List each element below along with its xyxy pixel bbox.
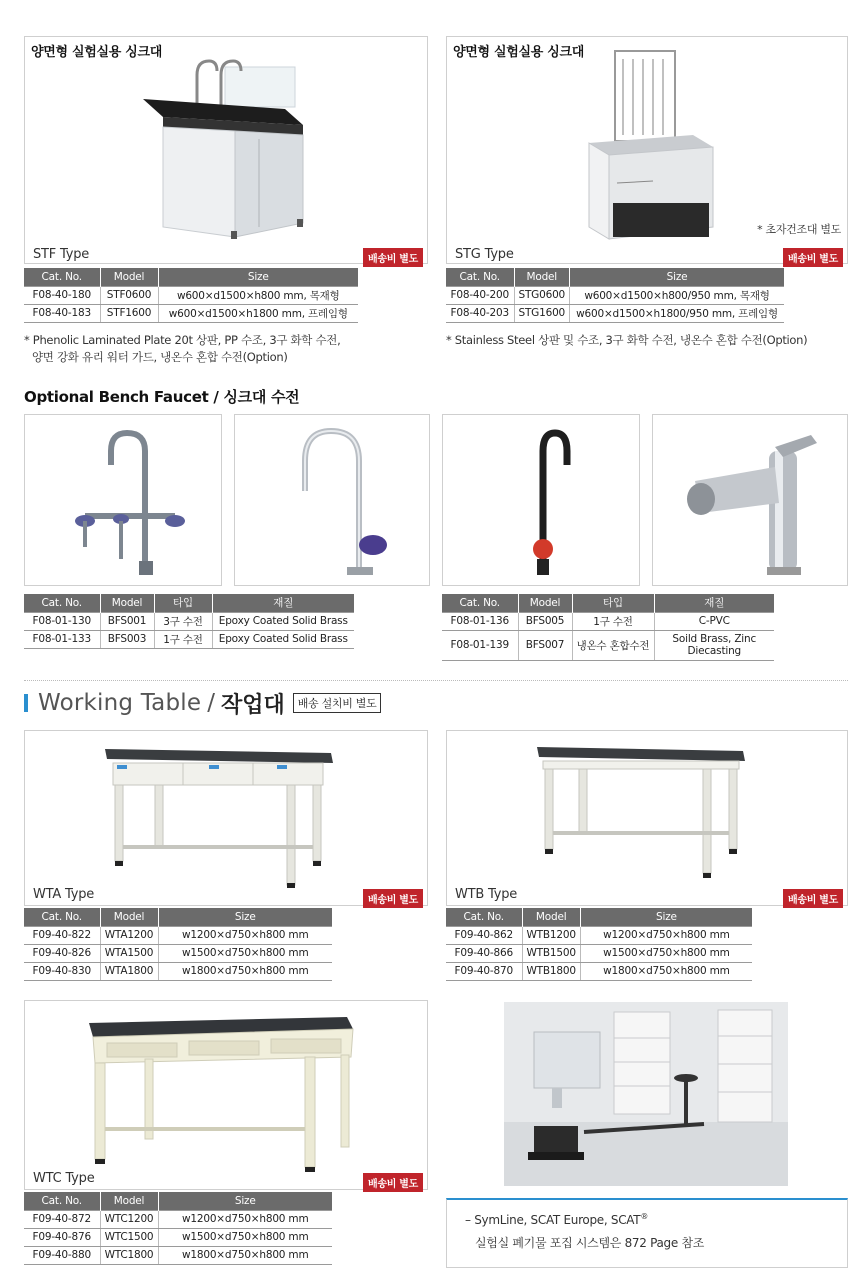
size-cell: w600×d1500×h800 mm, 목재형 <box>158 286 358 304</box>
wtb-product-panel <box>446 730 848 906</box>
size-cell: w1500×d750×h800 mm <box>580 944 752 962</box>
material-cell <box>654 630 774 660</box>
stf-spec-table <box>24 268 358 323</box>
working-table-title <box>24 688 381 718</box>
working-table-title-sep: / <box>207 690 215 716</box>
stf-panel-title: 양면형 실험실용 싱크대 <box>31 45 163 60</box>
header-material: 재질 <box>212 594 354 612</box>
stf-product-panel <box>24 36 428 264</box>
cat-no-cell: F08-01-136 <box>442 612 518 630</box>
stf-sink-image <box>135 47 335 247</box>
working-table-title-en: Working Table <box>38 690 202 716</box>
model-cell: STG1600 <box>514 304 570 322</box>
material-line2: Diecasting <box>687 645 741 657</box>
wtb-table-image <box>533 741 763 881</box>
cat-no-cell: F08-01-139 <box>442 630 518 660</box>
wta-spec-table <box>24 908 332 981</box>
header-size: Size <box>158 268 358 286</box>
reference-line1 <box>465 1212 648 1227</box>
stf-shipping-badge: 배송비 별도 <box>363 248 423 267</box>
wtc-shipping-badge: 배송비 별도 <box>363 1173 423 1192</box>
table-row <box>446 944 752 962</box>
model-cell: WTA1800 <box>100 962 158 980</box>
table-row <box>24 1228 332 1246</box>
stg-image-note: * 초자건조대 별도 <box>757 223 841 236</box>
header-model: Model <box>100 594 154 612</box>
header-type: 타입 <box>572 594 654 612</box>
stf-note-line2: 양면 강화 유리 워터 가드, 냉온수 혼합 수전(Option) <box>32 350 288 364</box>
table-row <box>442 612 774 630</box>
header-cat-no: Cat. No. <box>24 594 100 612</box>
wta-shipping-badge: 배송비 별도 <box>363 889 423 908</box>
stg-note: * Stainless Steel 상판 및 수조, 3구 화학 수전, 냉온수 혼합 수전(Option) <box>446 333 808 347</box>
table-row <box>442 630 774 660</box>
header-model: Model <box>100 908 158 926</box>
type-cell: 3구 수전 <box>154 612 212 630</box>
model-cell: STF1600 <box>100 304 158 322</box>
size-cell: w1200×d750×h800 mm <box>158 1210 332 1228</box>
material-line1: Soild Brass, Zinc <box>672 633 757 645</box>
stf-type-label: STF Type <box>33 247 90 262</box>
header-size: Size <box>158 908 332 926</box>
table-row <box>446 304 784 322</box>
cat-no-cell: F09-40-870 <box>446 962 522 980</box>
wta-product-panel <box>24 730 428 906</box>
table-row <box>446 286 784 304</box>
size-cell: w1800×d750×h800 mm <box>158 962 332 980</box>
registered-mark: ® <box>640 1212 649 1221</box>
type-cell: 냉온수 혼합수전 <box>572 630 654 660</box>
cat-no-cell: F08-40-203 <box>446 304 514 322</box>
size-cell: w1500×d750×h800 mm <box>158 1228 332 1246</box>
header-model: Model <box>100 1192 158 1210</box>
cat-no-cell: F09-40-872 <box>24 1210 100 1228</box>
table-row <box>24 1246 332 1264</box>
three-way-faucet-icon <box>55 421 195 581</box>
model-cell: WTC1800 <box>100 1246 158 1264</box>
section-divider <box>24 680 848 681</box>
cat-no-cell: F09-40-822 <box>24 926 100 944</box>
pvc-faucet-icon <box>483 421 603 581</box>
cat-no-cell: F08-40-200 <box>446 286 514 304</box>
title-accent-bar <box>24 694 28 712</box>
size-cell: w1800×d750×h800 mm <box>158 1246 332 1264</box>
stg-shipping-badge: 배송비 별도 <box>783 248 843 267</box>
table-row <box>24 926 332 944</box>
model-cell: WTC1500 <box>100 1228 158 1246</box>
size-cell: w600×d1500×h1800/950 mm, 프레임형 <box>570 304 784 322</box>
material-cell: Epoxy Coated Solid Brass <box>212 612 354 630</box>
header-type: 타입 <box>154 594 212 612</box>
cat-no-cell: F09-40-866 <box>446 944 522 962</box>
model-cell: BFS001 <box>100 612 154 630</box>
mixer-faucet-icon <box>671 421 831 581</box>
table-row <box>24 286 358 304</box>
wtb-type-label: WTB Type <box>455 887 518 902</box>
size-cell: w600×d1500×h800/950 mm, 목재형 <box>570 286 784 304</box>
stg-panel-title: 양면형 실험실용 싱크대 <box>453 45 585 60</box>
table-row <box>24 304 358 322</box>
header-size: Size <box>570 268 784 286</box>
stg-spec-table <box>446 268 784 323</box>
stg-product-panel <box>446 36 848 264</box>
wtb-shipping-badge: 배송비 별도 <box>783 889 843 908</box>
model-cell: WTA1200 <box>100 926 158 944</box>
model-cell: WTA1500 <box>100 944 158 962</box>
wta-table-image <box>101 739 351 889</box>
type-cell: 1구 수전 <box>572 612 654 630</box>
model-cell: WTB1500 <box>522 944 580 962</box>
cat-no-cell: F08-40-180 <box>24 286 100 304</box>
working-table-title-ko: 작업대 <box>220 692 285 718</box>
model-cell: WTB1800 <box>522 962 580 980</box>
header-cat-no: Cat. No. <box>446 908 522 926</box>
header-cat-no: Cat. No. <box>24 908 100 926</box>
size-cell: w600×d1500×h1800 mm, 프레임형 <box>158 304 358 322</box>
faucet-bfs005-image <box>442 414 640 586</box>
size-cell: w1200×d750×h800 mm <box>158 926 332 944</box>
cat-no-cell: F09-40-830 <box>24 962 100 980</box>
model-cell: BFS007 <box>518 630 572 660</box>
header-model: Model <box>518 594 572 612</box>
model-cell: WTB1200 <box>522 926 580 944</box>
wtc-type-label: WTC Type <box>33 1171 95 1186</box>
header-size: Size <box>158 1192 332 1210</box>
cat-no-cell: F09-40-876 <box>24 1228 100 1246</box>
installation-fee-note: 배송 설치비 별도 <box>293 693 382 713</box>
faucet-bfs003-image <box>234 414 430 586</box>
header-model: Model <box>514 268 570 286</box>
model-cell: WTC1200 <box>100 1210 158 1228</box>
waste-system-reference <box>446 1198 848 1268</box>
waste-collection-system-image <box>504 1002 788 1186</box>
table-row <box>24 630 354 648</box>
wta-type-label: WTA Type <box>33 887 95 902</box>
cat-no-cell: F08-01-133 <box>24 630 100 648</box>
table-row <box>24 962 332 980</box>
reference-line1-text: – SymLine, SCAT Europe, SCAT <box>465 1213 641 1227</box>
header-size: Size <box>580 908 752 926</box>
model-cell: STG0600 <box>514 286 570 304</box>
model-cell: BFS005 <box>518 612 572 630</box>
type-cell: 1구 수전 <box>154 630 212 648</box>
header-cat-no: Cat. No. <box>24 1192 100 1210</box>
stf-note-line1: * Phenolic Laminated Plate 20t 상판, PP 수조, 3구 화학 수전, <box>24 333 341 347</box>
cat-no-cell: F09-40-826 <box>24 944 100 962</box>
header-cat-no: Cat. No. <box>442 594 518 612</box>
cat-no-cell: F08-40-183 <box>24 304 100 322</box>
header-model: Model <box>522 908 580 926</box>
stg-sink-image <box>583 43 723 243</box>
faucet-bfs007-image <box>652 414 848 586</box>
reference-line2: 실험실 폐기물 포집 시스템은 872 Page 참조 <box>475 1236 705 1250</box>
table-row <box>24 944 332 962</box>
cat-no-cell: F08-01-130 <box>24 612 100 630</box>
cat-no-cell: F09-40-862 <box>446 926 522 944</box>
faucet-spec-table-right <box>442 594 774 661</box>
material-cell: C-PVC <box>654 612 774 630</box>
table-row <box>24 612 354 630</box>
model-cell: BFS003 <box>100 630 154 648</box>
stf-note <box>24 332 340 366</box>
model-cell: STF0600 <box>100 286 158 304</box>
wtc-table-image <box>85 1009 365 1179</box>
table-row <box>446 926 752 944</box>
header-material: 재질 <box>654 594 774 612</box>
stg-type-label: STG Type <box>455 247 514 262</box>
table-row <box>24 1210 332 1228</box>
cat-no-cell: F09-40-880 <box>24 1246 100 1264</box>
table-row <box>446 962 752 980</box>
material-cell: Epoxy Coated Solid Brass <box>212 630 354 648</box>
size-cell: w1500×d750×h800 mm <box>158 944 332 962</box>
faucet-spec-table-left <box>24 594 354 649</box>
faucet-section-title: Optional Bench Faucet / 싱크대 수전 <box>24 388 300 406</box>
header-cat-no: Cat. No. <box>446 268 514 286</box>
wtc-product-panel <box>24 1000 428 1190</box>
wtc-spec-table <box>24 1192 332 1265</box>
header-model: Model <box>100 268 158 286</box>
header-cat-no: Cat. No. <box>24 268 100 286</box>
size-cell: w1800×d750×h800 mm <box>580 962 752 980</box>
size-cell: w1200×d750×h800 mm <box>580 926 752 944</box>
wtb-spec-table <box>446 908 752 981</box>
gooseneck-faucet-icon <box>275 421 395 581</box>
faucet-bfs001-image <box>24 414 222 586</box>
